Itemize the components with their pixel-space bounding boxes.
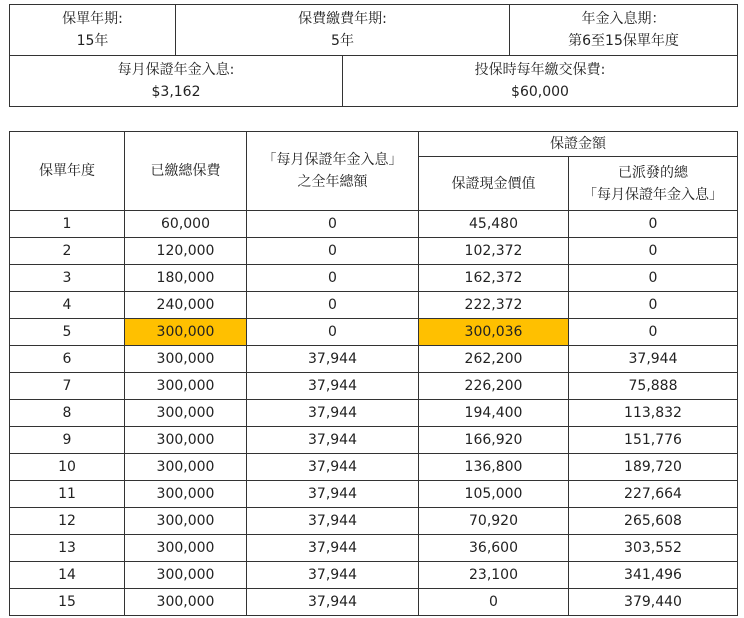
cell-cash-value: 105,000 xyxy=(419,481,569,508)
cell-policy-year: 8 xyxy=(10,400,125,427)
cell-premium-paid: 300,000 xyxy=(125,373,247,400)
cell-policy-year: 10 xyxy=(10,454,125,481)
monthly-income-cell xyxy=(10,56,343,107)
cell-policy-year: 15 xyxy=(10,589,125,616)
table-row xyxy=(10,292,738,319)
cell-policy-year: 7 xyxy=(10,373,125,400)
cell-policy-year: 12 xyxy=(10,508,125,535)
table-row xyxy=(10,346,738,373)
cell-cash-value: 194,400 xyxy=(419,400,569,427)
header-total-paid xyxy=(569,157,738,211)
cell-annual-income: 0 xyxy=(247,211,419,238)
cell-premium-paid: 300,000 xyxy=(125,535,247,562)
annuity-period-cell xyxy=(510,5,738,56)
policy-term-label: 保單年期: xyxy=(62,11,123,27)
table-row xyxy=(10,508,738,535)
header-annual-income-line2: 之全年總額 xyxy=(297,174,368,190)
cell-total-paid: 265,608 xyxy=(569,508,738,535)
cell-annual-income: 37,944 xyxy=(247,481,419,508)
cell-policy-year: 6 xyxy=(10,346,125,373)
policy-term-cell xyxy=(10,5,176,56)
cell-policy-year: 14 xyxy=(10,562,125,589)
cell-premium-paid: 300,000 xyxy=(125,400,247,427)
table-body xyxy=(10,211,738,616)
cell-premium-paid: 300,000 xyxy=(125,508,247,535)
monthly-income-value: $3,162 xyxy=(151,84,201,100)
cell-annual-income: 37,944 xyxy=(247,454,419,481)
cell-total-paid: 303,552 xyxy=(569,535,738,562)
cell-annual-income: 37,944 xyxy=(247,400,419,427)
annual-premium-value: $60,000 xyxy=(511,84,569,100)
premium-term-label: 保費繳費年期: xyxy=(298,11,387,27)
cell-policy-year: 3 xyxy=(10,265,125,292)
cell-premium-paid: 300,000 xyxy=(125,319,247,346)
cell-premium-paid: 180,000 xyxy=(125,265,247,292)
cell-cash-value: 222,372 xyxy=(419,292,569,319)
cell-annual-income: 37,944 xyxy=(247,373,419,400)
table-row xyxy=(10,427,738,454)
cell-total-paid: 0 xyxy=(569,265,738,292)
summary-row-2 xyxy=(10,56,738,107)
cell-total-paid: 113,832 xyxy=(569,400,738,427)
cell-total-paid: 227,664 xyxy=(569,481,738,508)
header-annual-income xyxy=(247,132,419,211)
table-row xyxy=(10,535,738,562)
cell-cash-value: 23,100 xyxy=(419,562,569,589)
header-total-paid-line2: 「每月保證年金入息」 xyxy=(583,186,723,203)
cell-cash-value: 166,920 xyxy=(419,427,569,454)
cell-cash-value: 0 xyxy=(419,589,569,616)
cell-annual-income: 0 xyxy=(247,265,419,292)
cell-annual-income: 0 xyxy=(247,238,419,265)
summary-row-1 xyxy=(10,5,738,56)
cell-cash-value: 70,920 xyxy=(419,508,569,535)
annual-premium-label: 投保時每年繳交保費: xyxy=(474,62,606,78)
cell-total-paid: 189,720 xyxy=(569,454,738,481)
cell-cash-value: 45,480 xyxy=(419,211,569,238)
benefit-table xyxy=(9,131,738,616)
cell-cash-value: 300,036 xyxy=(419,319,569,346)
policy-term-value: 15年 xyxy=(76,33,109,49)
cell-annual-income: 0 xyxy=(247,292,419,319)
cell-cash-value: 36,600 xyxy=(419,535,569,562)
cell-policy-year: 4 xyxy=(10,292,125,319)
header-policy-year: 保單年度 xyxy=(10,132,125,211)
cell-premium-paid: 300,000 xyxy=(125,562,247,589)
annuity-period-value: 第6至15保單年度 xyxy=(568,33,679,49)
cell-premium-paid: 60,000 xyxy=(125,211,247,238)
table-row xyxy=(10,454,738,481)
table-row xyxy=(10,319,738,346)
cell-cash-value: 136,800 xyxy=(419,454,569,481)
cell-cash-value: 162,372 xyxy=(419,265,569,292)
cell-premium-paid: 300,000 xyxy=(125,589,247,616)
header-premium-paid: 已繳總保費 xyxy=(125,132,247,211)
cell-policy-year: 2 xyxy=(10,238,125,265)
cell-premium-paid: 120,000 xyxy=(125,238,247,265)
cell-policy-year: 11 xyxy=(10,481,125,508)
annuity-period-label: 年金入息期： xyxy=(581,11,666,27)
cell-policy-year: 9 xyxy=(10,427,125,454)
table-row xyxy=(10,481,738,508)
header-row-top xyxy=(10,132,738,157)
cell-cash-value: 262,200 xyxy=(419,346,569,373)
cell-cash-value: 102,372 xyxy=(419,238,569,265)
cell-annual-income: 37,944 xyxy=(247,346,419,373)
cell-premium-paid: 240,000 xyxy=(125,292,247,319)
cell-total-paid: 0 xyxy=(569,211,738,238)
cell-total-paid: 0 xyxy=(569,238,738,265)
cell-premium-paid: 300,000 xyxy=(125,346,247,373)
cell-total-paid: 0 xyxy=(569,319,738,346)
header-annual-income-line1: 「每月保證年金入息」 xyxy=(262,152,403,168)
cell-policy-year: 1 xyxy=(10,211,125,238)
premium-term-value: 5年 xyxy=(331,33,354,49)
cell-premium-paid: 300,000 xyxy=(125,427,247,454)
cell-annual-income: 37,944 xyxy=(247,427,419,454)
premium-term-cell xyxy=(176,5,510,56)
header-guaranteed-group: 保證金額 xyxy=(419,132,738,157)
cell-total-paid: 0 xyxy=(569,292,738,319)
cell-cash-value: 226,200 xyxy=(419,373,569,400)
table-row xyxy=(10,211,738,238)
cell-policy-year: 5 xyxy=(10,319,125,346)
table-row xyxy=(10,265,738,292)
cell-policy-year: 13 xyxy=(10,535,125,562)
cell-annual-income: 37,944 xyxy=(247,535,419,562)
cell-annual-income: 0 xyxy=(247,319,419,346)
monthly-income-label: 每月保證年金入息: xyxy=(117,62,235,78)
cell-annual-income: 37,944 xyxy=(247,508,419,535)
table-row xyxy=(10,562,738,589)
cell-total-paid: 151,776 xyxy=(569,427,738,454)
header-total-paid-line1: 已派發的總 xyxy=(618,164,688,181)
cell-total-paid: 75,888 xyxy=(569,373,738,400)
cell-total-paid: 379,440 xyxy=(569,589,738,616)
cell-total-paid: 37,944 xyxy=(569,346,738,373)
table-row xyxy=(10,589,738,616)
table-row xyxy=(10,238,738,265)
cell-premium-paid: 300,000 xyxy=(125,454,247,481)
header-cash-value: 保證現金價值 xyxy=(419,157,569,211)
cell-annual-income: 37,944 xyxy=(247,589,419,616)
cell-total-paid: 341,496 xyxy=(569,562,738,589)
policy-summary xyxy=(9,4,738,107)
table-row xyxy=(10,400,738,427)
cell-annual-income: 37,944 xyxy=(247,562,419,589)
table-row xyxy=(10,373,738,400)
annual-premium-cell xyxy=(343,56,738,107)
cell-premium-paid: 300,000 xyxy=(125,481,247,508)
